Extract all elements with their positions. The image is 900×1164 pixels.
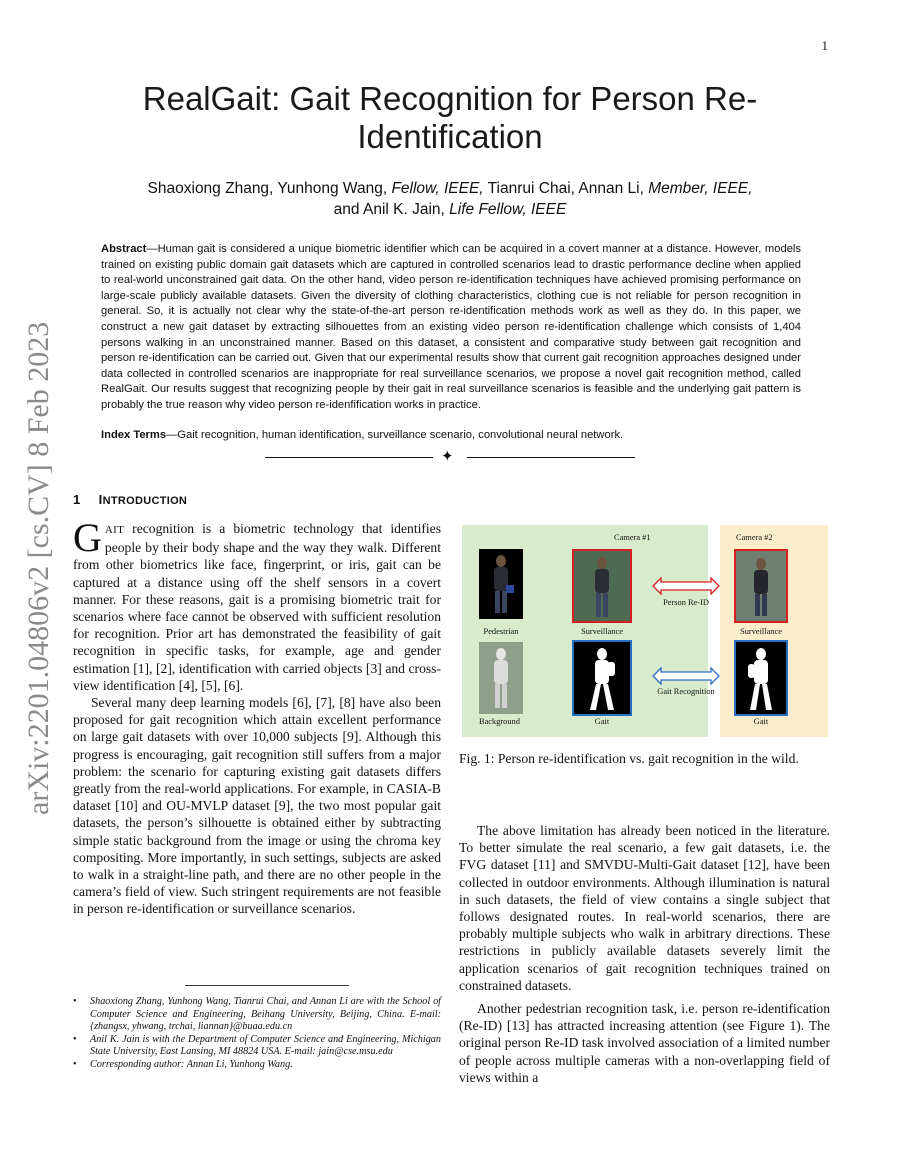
paper-title: RealGait: Gait Recognition for Person Re-Identification (142, 80, 758, 155)
reid-double-arrow-icon (652, 577, 720, 595)
footnote-rule (185, 985, 349, 986)
background-figure-icon (479, 642, 523, 714)
page-number: 1 (821, 38, 828, 53)
arxiv-watermark (8, 320, 63, 820)
index-terms (101, 428, 801, 444)
silhouette-icon (574, 642, 630, 714)
right-column (459, 822, 830, 1086)
bullet-icon: • (73, 1033, 77, 1045)
footnote-item (73, 1034, 441, 1059)
figure-caption: Fig. 1: Person re-identification vs. gait recognition in the wild. (459, 751, 799, 766)
drop-cap: G (73, 515, 102, 560)
footnotes (73, 996, 441, 1072)
pedestrian-image (479, 549, 523, 619)
surveillance-image-cam2 (734, 549, 788, 623)
gait-label-cam1: Gait (594, 717, 610, 726)
paragraph-1 (73, 515, 441, 694)
bullet-icon: • (73, 996, 77, 1007)
surveillance-label-cam2: Surveillance (740, 627, 782, 636)
footnote-text: Corresponding author: Annan Li, Yunhong Wang. (90, 1058, 293, 1070)
author-role-2: Member, IEEE, (648, 180, 753, 197)
section-heading (73, 492, 187, 507)
divider-star-icon: ✦ (441, 449, 454, 465)
surveillance-figure-icon (574, 551, 630, 621)
background-image (479, 642, 523, 714)
gait-silhouette-cam2 (734, 640, 788, 716)
author-list (90, 178, 810, 220)
index-terms-text: —Gait recognition, human identification, surveillance scenario, convolutional neural network. (166, 429, 624, 441)
gait-silhouette-cam1 (572, 640, 632, 716)
background-label: Background (479, 717, 520, 726)
figure-1 (462, 525, 828, 737)
author-role-1: Fellow, IEEE, (391, 180, 484, 197)
gait-double-arrow-icon (652, 667, 720, 685)
surveillance-label-cam1: Surveillance (581, 627, 623, 636)
author-role-3: Life Fellow, IEEE (449, 201, 567, 218)
camera2-label: Camera #2 (736, 533, 773, 542)
surveillance-figure-icon-2 (736, 551, 786, 621)
footnote-text: Shaoxiong Zhang, Yunhong Wang, Tianrui Chai, and Annan Li are with the School of Computer Science and Engineering, Beihang University, Beijing, China. E-mail: {zhangsx, yhwang, trchai, liannan}@buaa.edu.cn (90, 996, 441, 1033)
bullet-icon: • (73, 1058, 77, 1070)
gait-recognition-label: Gait Recognition (657, 687, 715, 696)
footnote-text: Anil K. Jain is with the Department of Computer Science and Engineering, Michigan State University, East Lansing, MI 48824 USA. E-mail: jain@cse.msu.edu (90, 1033, 441, 1058)
pedestrian-figure-icon (479, 549, 523, 619)
surveillance-image-cam1 (572, 549, 632, 623)
section-initial: I (98, 492, 103, 507)
footnote-item (73, 1059, 441, 1072)
person-reid-label: Person Re-ID (663, 598, 709, 607)
paragraph-1-text: recognition is a biometric technology that identifies people by their body shape and the way they walk. Different from other biometrics like face, fingerprint, or iris, gait can be captured at a distance using off the shelf sensors in a covert manner. For these reasons, gait is a promising biometric trait for scenarios where face cannot be observed with sufficient resolution for recognition. Prior art has demonstrated the feasibility of gait recognition in specific tasks, for example, age and gender estimation [1], [2], identification with carried objects [3] and cross-view identification [4], [5], [6]. (73, 521, 441, 693)
arxiv-id-text: arXiv:2201.04806v2 [cs.CV] 8 Feb 2023 (22, 321, 55, 815)
right-paragraph-2: Another pedestrian recognition task, i.e. person re-identification (Re-ID) [13] has attracted increasing attention (see Figure 1). The original person Re-ID task involved association of a limited number of people across multiple cameras with a non-overlapping field of views within a (459, 1001, 830, 1085)
drop-cap-smallcaps: AIT (104, 524, 125, 536)
gait-label-cam2: Gait (753, 717, 769, 726)
pedestrian-label: Pedestrian (483, 627, 519, 636)
divider-line-left (265, 457, 433, 458)
camera1-label: Camera #1 (614, 533, 651, 542)
right-paragraph-1: The above limitation has already been noticed in the literature. To better simulate the real scenario, a few gait datasets, i.e. the FVG dataset [11] and SMVDU-Multi-Gait dataset [12], have been collected in outdoor environments. Although illumination is natural in such datasets, the field of view contains a single subject that follows designated routes. In real-world scenarios, there are probably multiple subjects who walk in arbitrary directions. These restrictions in publicly available datasets severely limit the application scenarios of gait recognition techniques trained on constrained datasets. (459, 823, 830, 993)
abstract (101, 242, 801, 414)
abstract-label: Abstract (101, 243, 147, 255)
index-terms-label: Index Terms (101, 429, 167, 441)
footnote-item (73, 996, 441, 1034)
abstract-text: —Human gait is considered a unique biometric identifier which can be acquired in a covert manner at a distance. However, models trained on existing public domain gait datasets which are captured in controlled scenarios lead to drastic performance decline when applied to real-world unconstrained gait data. On the other hand, video person re-identification techniques have achieved promising performance on large-scale publicly available datasets. Given the diversity of clothing characteristics, clothing cue is not reliable for person recognition in general. So, it is actually not clear why the state-of-the-art person re-identification methods work as well as they do. In this paper, we construct a new gait dataset by extracting silhouettes from an existing video person re-identification challenge which consists of 1,404 persons walking in an unconstrained manner. Based on this dataset, a consistent and comparative study between gait recognition and person re-identification can be carried out. Given that our experimental results show that current gait recognition approaches designed under data collected in controlled scenarios are inappropriate for real surveillance scenarios, we propose a novel gait recognition method, called RealGait. Our results suggest that recognizing people by their gait in real surveillance scenarios is feasible and the underlying gait pattern is probably the true reason why video person re-idenfification works in practice. (101, 243, 801, 411)
author-names-3: and Anil K. Jain, (333, 201, 450, 218)
section-divider (265, 450, 635, 466)
silhouette-icon-2 (736, 642, 786, 714)
left-column (73, 515, 441, 918)
author-names-2: Tianrui Chai, Annan Li, (483, 180, 649, 197)
divider-line-right (467, 457, 635, 458)
author-names-1: Shaoxiong Zhang, Yunhong Wang, (147, 180, 392, 197)
paragraph-2: Several many deep learning models [6], [7], [8] have also been proposed for gait recognition which attain excellent performance on large gait datasets with over 10,000 subjects [9]. Although this progress is encouraging, gait recognition still suffers from a major problem: the scenario for capturing existing gait datasets differs greatly from the real-world applications. For example, in CASIA-B dataset [10] and OU-MVLP dataset [9], the two most popular gait datasets, the person’s silhouette is obtained either by subtracting simple static background from the image or using the chroma key compositing. More importantly, in such settings, subjects are asked to walk in a straight-line path, and there are no other people in the camera’s field of view. Such stringent requirements are not feasible in person re-identification or surveillance scenarios. (73, 695, 441, 917)
section-title-rest: NTRODUCTION (102, 495, 188, 507)
section-number: 1 (73, 492, 81, 507)
